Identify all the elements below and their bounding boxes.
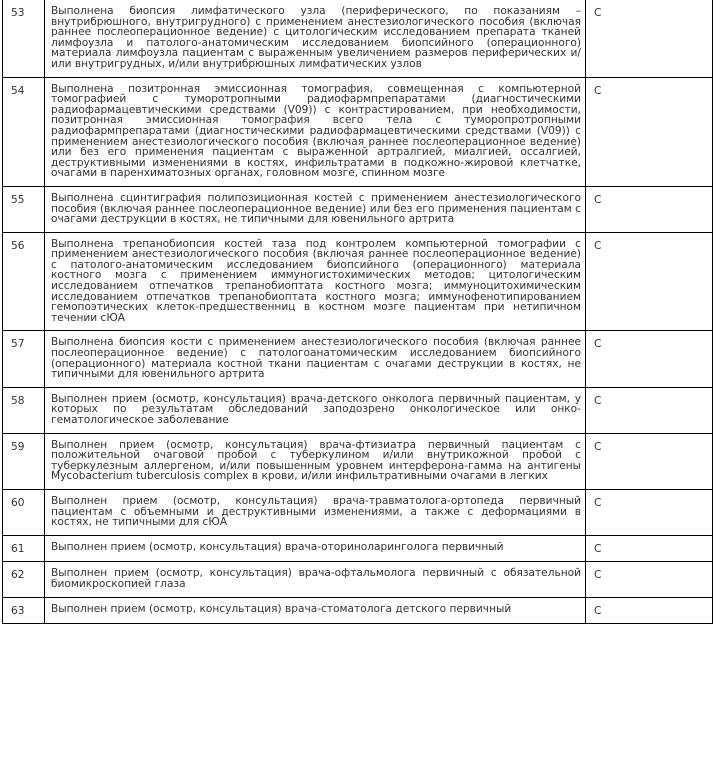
criterion-text: Выполнена позитронная эмиссионная томография, совмещенная с компьютерной томографией с туморотропными радиофармпрепаратами (диагностическими радиофармацевтическими средствами (V09)) с контрастированием, при необходимости, позитронная эмиссионная томография всего тела с туморопротропными радиофармпрепаратами (диагностическими радиофармацевтическими средствами (V09)) с применением анестезиологического пособия (включая раннее послеоперационное ведение) или без его применения пациентам с выраженной артралгией, миалгией, оссалгией, деструктивными изменениями в костях, инфильтратами в подкожно-жировой клетчатке, очагами в паренхиматозных органах, головном мозге, спинном мозге xyxy=(45,77,586,186)
criterion-text: Выполнен прием (осмотр, консультация) врача-стоматолога детского первичный xyxy=(45,597,586,624)
evidence-grade: С xyxy=(586,597,713,624)
evidence-grade: С xyxy=(586,186,713,232)
table-row xyxy=(3,387,713,433)
table-row xyxy=(3,186,713,232)
criteria-table-body xyxy=(3,0,713,624)
evidence-grade: С xyxy=(586,331,713,387)
evidence-grade: С xyxy=(586,562,713,597)
evidence-grade: С xyxy=(586,77,713,186)
table-row xyxy=(3,331,713,387)
evidence-grade: С xyxy=(586,433,713,489)
row-number: 55 xyxy=(3,186,45,232)
table-row xyxy=(3,535,713,562)
criterion-text: Выполнен прием (осмотр, консультация) врача-офтальмолога первичный с обязательной биомикроскопией глаза xyxy=(45,562,586,597)
criterion-text: Выполнена биопсия кости с применением анестезиологического пособия (включая раннее послеоперационное ведение) с патологоанатомическим исследованием биопсийного (операционного) материала костной ткани пациентам с очагами деструкции в костях, не типичными для ювенильного артрита xyxy=(45,331,586,387)
row-number: 54 xyxy=(3,77,45,186)
criteria-table xyxy=(2,0,713,624)
row-number: 56 xyxy=(3,232,45,331)
criterion-text: Выполнена биопсия лимфатического узла (периферического, по показаниям – внутрибрюшного, внутригрудного) с применением анестезиологического пособия (включая раннее послеоперационное ведение) с цитологическим исследованием препарата тканей лимфоузла и патолого-анатомическим исследованием биопсийного (операционного) материала лимфоузла пациентам с выраженным увеличением размеров периферических и/или внутригрудных, и/или внутрибрюшных лимфатических узлов xyxy=(45,0,586,77)
evidence-grade: С xyxy=(586,489,713,535)
row-number: 61 xyxy=(3,535,45,562)
row-number: 63 xyxy=(3,597,45,624)
criterion-text: Выполнен прием (осмотр, консультация) врача-травматолога-ортопеда первичный пациентам с объемными и деструктивными изменениями, а также с деформациями в костях, не типичными для сЮА xyxy=(45,489,586,535)
table-row xyxy=(3,0,713,77)
evidence-grade: С xyxy=(586,0,713,77)
row-number: 53 xyxy=(3,0,45,77)
table-row xyxy=(3,232,713,331)
criterion-text: Выполнен прием (осмотр, консультация) врача-детского онколога первичный пациентам, у которых по результатам обследований заподозрено онкологическое или онко-гематологическое заболевание xyxy=(45,387,586,433)
table-row xyxy=(3,597,713,624)
table-row xyxy=(3,562,713,597)
table-row xyxy=(3,489,713,535)
row-number: 62 xyxy=(3,562,45,597)
evidence-grade: С xyxy=(586,387,713,433)
row-number: 59 xyxy=(3,433,45,489)
criterion-text: Выполнен прием (осмотр, консультация) врача-фтизиатра первичный пациентам с положительной очаговой пробой с туберкулином и/или внутрикожной пробой с туберкулезным аллергеном, и/или повышенным уровнем интерферона-гамма на антигены Mycobacterium tuberculosis complex в крови, и/или инфильтративными очагами в легких xyxy=(45,433,586,489)
criterion-text: Выполнена трепанобиопсия костей таза под контролем компьютерной томографии с применением анестезиологического пособия (включая раннее послеоперационное ведение) с патолого-анатомическим исследованием биопсийного (операционного) материала костного мозга с применением иммуногистохимических методов; цитологическим исследованием отпечатков трепанобиоптата костного мозга; иммуноцитохимическим исследованием отпечатков трепанобиоптата костного мозга; иммунофенотипированием гемопоэтических клеток-предшественниц в костном мозге пациентам при нетипичном течении сЮА xyxy=(45,232,586,331)
evidence-grade: С xyxy=(586,535,713,562)
row-number: 60 xyxy=(3,489,45,535)
row-number: 58 xyxy=(3,387,45,433)
evidence-grade: С xyxy=(586,232,713,331)
table-row xyxy=(3,433,713,489)
table-row xyxy=(3,77,713,186)
row-number: 57 xyxy=(3,331,45,387)
criterion-text: Выполнена сцинтиграфия полипозиционная костей с применением анестезиологического пособия (включая раннее послеоперационное ведение) или без его применения пациентам с очагами деструкции в костях, не типичными для ювенильного артрита xyxy=(45,186,586,232)
criterion-text: Выполнен прием (осмотр, консультация) врача-оториноларинголога первичный xyxy=(45,535,586,562)
